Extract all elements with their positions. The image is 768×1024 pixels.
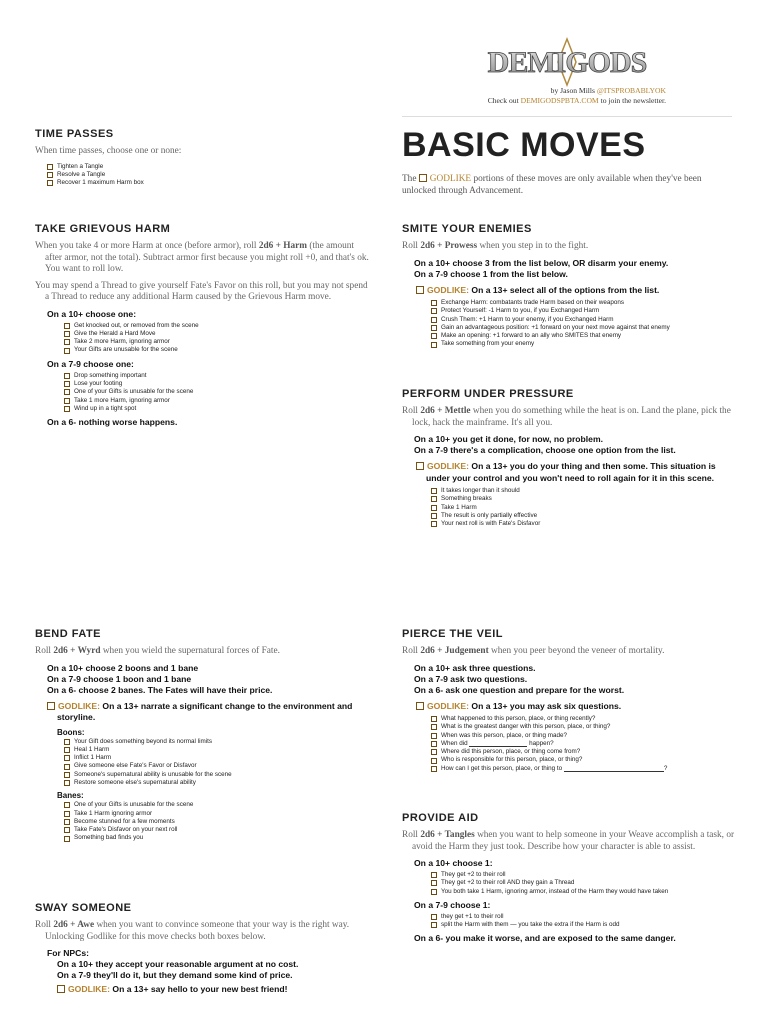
option-list bbox=[431, 487, 737, 528]
list-item[interactable]: The result is only partially effective bbox=[431, 512, 737, 520]
section-smite bbox=[402, 223, 737, 351]
checkbox[interactable] bbox=[431, 766, 437, 772]
section-perform-under-pressure bbox=[402, 388, 737, 530]
checkbox[interactable] bbox=[64, 747, 70, 753]
checkbox[interactable] bbox=[64, 811, 70, 817]
fill-in-blank[interactable] bbox=[469, 741, 527, 747]
byline: by Jason Mills @ITSPROBABLYOK bbox=[550, 86, 666, 95]
list-item[interactable]: It takes longer than it should bbox=[431, 487, 737, 495]
checkbox[interactable] bbox=[64, 373, 70, 379]
section-heading: BEND FATE bbox=[35, 628, 102, 640]
list-item[interactable]: Someone's supernatural ability is unusable for the scene bbox=[64, 771, 370, 779]
list-item[interactable]: Give the Herald a Hard Move bbox=[64, 330, 370, 338]
checkbox[interactable] bbox=[431, 880, 437, 886]
checkbox[interactable] bbox=[431, 308, 437, 314]
godlike-checkbox[interactable] bbox=[416, 702, 424, 710]
list-item[interactable]: Something bad finds you bbox=[64, 834, 370, 842]
section-grievous-harm bbox=[35, 223, 370, 430]
godlike-line: GODLIKE: On a 13+ you may ask six questions. bbox=[416, 701, 737, 713]
option-list bbox=[431, 871, 737, 896]
checkbox[interactable] bbox=[64, 339, 70, 345]
checkbox[interactable] bbox=[64, 406, 70, 412]
logo bbox=[487, 38, 647, 86]
section-heading: TAKE GRIEVOUS HARM bbox=[35, 223, 171, 235]
result-line: On a 6- choose 2 banes. The Fates will have their price. bbox=[47, 684, 273, 695]
list-item[interactable]: Drop something important bbox=[64, 372, 370, 380]
option-list bbox=[64, 322, 370, 355]
checkbox[interactable] bbox=[431, 758, 437, 764]
svg-text:DEMIGODS: DEMIGODS bbox=[487, 46, 647, 79]
question-list bbox=[431, 715, 737, 773]
section-provide-aid bbox=[402, 812, 737, 946]
list-item[interactable]: Protect Yourself: -1 Harm to you, if you Exchanged Harm bbox=[431, 307, 737, 315]
list-item[interactable]: Resolve a Tangle bbox=[47, 171, 370, 179]
checkbox[interactable] bbox=[64, 348, 70, 354]
website-link[interactable]: DEMIGODSPBTA.COM bbox=[520, 96, 599, 105]
section-heading: PERFORM UNDER PRESSURE bbox=[402, 388, 574, 400]
list-item[interactable]: Inflict 1 Harm bbox=[64, 754, 370, 762]
checkbox[interactable] bbox=[64, 780, 70, 786]
list-item[interactable]: Become stunned for a few moments bbox=[64, 818, 370, 826]
checkbox[interactable] bbox=[431, 496, 437, 502]
checkbox[interactable] bbox=[431, 300, 437, 306]
list-item[interactable]: they get +1 to their roll bbox=[431, 913, 737, 921]
checkbox[interactable] bbox=[64, 331, 70, 337]
section-heading: PIERCE THE VEIL bbox=[402, 628, 504, 640]
checkbox[interactable] bbox=[64, 739, 70, 745]
result-line: On a 10+ choose 2 boons and 1 bane bbox=[47, 662, 199, 673]
list-item[interactable]: One of your Gifts is unusable for the scene bbox=[64, 801, 370, 809]
result-line: On a 7-9 ask two questions. bbox=[414, 673, 528, 684]
list-item[interactable]: Something breaks bbox=[431, 495, 737, 503]
list-item[interactable]: Where did this person, place, or thing come from? bbox=[431, 748, 737, 756]
list-item[interactable]: Take 1 Harm ignoring armor bbox=[64, 810, 370, 818]
checkbox[interactable] bbox=[431, 724, 437, 730]
list-item[interactable]: Make an opening: +1 forward to an ally who SMITES that enemy bbox=[431, 332, 737, 340]
newsletter-note: Check out DEMIGODSPBTA.COM to join the newsletter. bbox=[487, 96, 666, 105]
result-line: On a 7-9 choose 1 boon and 1 bane bbox=[47, 673, 192, 684]
section-heading: SMITE YOUR ENEMIES bbox=[402, 223, 532, 235]
list-item[interactable]: What happened to this person, place, or thing recently? bbox=[431, 715, 737, 723]
section-pierce-the-veil bbox=[402, 628, 737, 775]
checkbox[interactable] bbox=[431, 733, 437, 739]
list-item[interactable]: Get knocked out, or removed from the scene bbox=[64, 322, 370, 330]
result-line: On a 10+ they accept your reasonable argument at no cost. bbox=[57, 959, 299, 969]
result-line: On a 10+ choose 3 from the list below, OR disarm your enemy. bbox=[414, 257, 669, 268]
result-line: On a 7-9 they'll do it, but they demand some kind of price. bbox=[57, 970, 293, 980]
section-intro: Roll 2d6 + Awe when you want to convince someone that your way is the right way. Unlocking Godlike for this move checks both boxes below. bbox=[35, 920, 350, 942]
checkbox[interactable] bbox=[64, 802, 70, 808]
checkbox[interactable] bbox=[431, 325, 437, 331]
section-time-passes bbox=[35, 128, 370, 189]
list-item[interactable]: What is the greatest danger with this person, place, or thing? bbox=[431, 723, 737, 731]
list-item[interactable]: When did happen? bbox=[431, 740, 737, 748]
checkbox[interactable] bbox=[47, 180, 53, 186]
section-bend-fate bbox=[35, 628, 370, 845]
checkbox[interactable] bbox=[431, 342, 437, 348]
list-item[interactable]: How can I get this person, place, or thing to ? bbox=[431, 765, 737, 773]
result-line: On a 10+ choose 1: bbox=[414, 858, 493, 868]
checkbox[interactable] bbox=[431, 741, 437, 747]
checkbox[interactable] bbox=[431, 922, 437, 928]
checkbox[interactable] bbox=[431, 749, 437, 755]
checkbox[interactable] bbox=[431, 716, 437, 722]
godlike-line: GODLIKE: On a 13+ you do your thing and then some. This situation is under your control and you won't need to roll again for it in this scene. bbox=[416, 461, 737, 484]
page-title: BASIC MOVES bbox=[402, 126, 646, 164]
list-item[interactable]: split the Harm with them — you take the extra if the Harm is odd bbox=[431, 921, 737, 929]
twitter-handle-link[interactable]: @ITSPROBABLYOK bbox=[596, 86, 666, 95]
list-item[interactable]: Your Gifts are unusable for the scene bbox=[64, 346, 370, 354]
list-item[interactable]: Crush Them: +1 Harm to your enemy, if you Exchanged Harm bbox=[431, 316, 737, 324]
checkbox[interactable] bbox=[64, 827, 70, 833]
checkbox[interactable] bbox=[64, 764, 70, 770]
list-item[interactable]: Give someone else Fate's Favor or Disfavor bbox=[64, 762, 370, 770]
list-item[interactable]: Exchange Harm: combatants trade Harm based on their weapons bbox=[431, 299, 737, 307]
section-intro: Roll 2d6 + Prowess when you step in to the fight. bbox=[402, 241, 589, 251]
checkbox[interactable] bbox=[431, 505, 437, 511]
checkbox[interactable] bbox=[64, 323, 70, 329]
section-intro: Roll 2d6 + Wyrd when you wield the supernatural forces of Fate. bbox=[35, 646, 280, 656]
checkbox[interactable] bbox=[64, 389, 70, 395]
option-list bbox=[64, 372, 370, 413]
option-list bbox=[431, 913, 737, 930]
result-line: On a 10+ choose one: bbox=[47, 308, 137, 319]
section-intro: Roll 2d6 + Tangles when you want to help someone in your Weave accomplish a task, or avoid the Harm they just took. Describe how your character is able to assist. bbox=[402, 830, 735, 852]
section-intro: When you take 4 or more Harm at once (before armor), roll 2d6 + Harm (the amount after armor, not the total). Subtract armor first because you might roll +0, and that's ok. You want to roll low. bbox=[35, 241, 369, 274]
list-item[interactable]: Wind up in a tight spot bbox=[64, 405, 370, 413]
list-item[interactable]: You both take 1 Harm, ignoring armor, instead of the Harm they would have taken bbox=[431, 888, 737, 896]
list-item[interactable]: Who is responsible for this person, place, or thing? bbox=[431, 756, 737, 764]
result-line: On a 10+ ask three questions. bbox=[414, 662, 536, 673]
npcs-label: For NPCs: bbox=[47, 948, 90, 958]
godlike-line: GODLIKE: On a 13+ select all of the options from the list. bbox=[416, 285, 737, 297]
result-line: On a 10+ you get it done, for now, no problem. bbox=[414, 434, 603, 444]
list-item[interactable]: Take Fate's Disfavor on your next roll bbox=[64, 826, 370, 834]
result-line: On a 7-9 choose 1 from the list below. bbox=[414, 268, 568, 279]
option-list bbox=[64, 738, 370, 788]
list-item[interactable]: They get +2 to their roll bbox=[431, 871, 737, 879]
list-item[interactable]: Gain an advantageous position: +1 forward on your next move against that enemy bbox=[431, 324, 737, 332]
section-intro: Roll 2d6 + Judgement when you peer beyond the veneer of mortality. bbox=[402, 646, 665, 656]
checkbox[interactable] bbox=[47, 164, 53, 170]
section-heading: TIME PASSES bbox=[35, 128, 114, 140]
option-list bbox=[47, 163, 370, 188]
header-divider bbox=[402, 116, 732, 117]
checkbox[interactable] bbox=[431, 521, 437, 527]
godlike-checkbox[interactable] bbox=[57, 985, 65, 993]
checkbox[interactable] bbox=[431, 488, 437, 494]
godlike-note: The GODLIKE portions of these moves are only available when they've been unlocked through Advancement. bbox=[402, 174, 702, 196]
section-heading: PROVIDE AID bbox=[402, 812, 479, 824]
checkbox[interactable] bbox=[431, 872, 437, 878]
checkbox[interactable] bbox=[431, 889, 437, 895]
result-line: On a 6- ask one question and prepare for the worst. bbox=[414, 684, 625, 695]
godlike-checkbox[interactable] bbox=[47, 702, 55, 710]
section-heading: SWAY SOMEONE bbox=[35, 902, 132, 914]
checkbox[interactable] bbox=[431, 317, 437, 323]
godlike-checkbox[interactable] bbox=[416, 462, 424, 470]
list-item[interactable]: Take 1 more Harm, ignoring armor bbox=[64, 397, 370, 405]
list-item[interactable]: Take 1 Harm bbox=[431, 504, 737, 512]
result-line: On a 7-9 choose one: bbox=[47, 358, 134, 369]
list-item[interactable]: Your Gift does something beyond its normal limits bbox=[64, 738, 370, 746]
godlike-checkbox-icon bbox=[419, 174, 427, 182]
list-item[interactable]: One of your Gifts is unusable for the scene bbox=[64, 388, 370, 396]
checkbox[interactable] bbox=[431, 914, 437, 920]
result-line: On a 7-9 there's a complication, choose one option from the list. bbox=[414, 445, 676, 455]
list-item[interactable]: Tighten a Tangle bbox=[47, 163, 370, 171]
result-line: On a 6- you make it worse, and are exposed to the same danger. bbox=[414, 933, 676, 944]
section-intro: Roll 2d6 + Mettle when you do something while the heat is on. Land the plane, pick the lock, hack the mainframe. It's all you. bbox=[402, 406, 731, 428]
list-item[interactable]: Heal 1 Harm bbox=[64, 746, 370, 754]
list-item[interactable]: Restore someone else's supernatural ability bbox=[64, 779, 370, 787]
banes-label: Banes: bbox=[57, 791, 84, 801]
section-intro-2: You may spend a Thread to give yourself Fate's Favor on this roll, but you may not spend a Thread to reduce any additional Harm caused by the Grievous Harm move. bbox=[35, 280, 368, 302]
checkbox[interactable] bbox=[64, 398, 70, 404]
logo-graphic bbox=[487, 38, 647, 86]
list-item[interactable]: Take something from your enemy bbox=[431, 340, 737, 348]
option-list bbox=[431, 299, 737, 349]
checkbox[interactable] bbox=[64, 836, 70, 842]
section-intro: When time passes, choose one or none: bbox=[35, 146, 182, 156]
list-item[interactable]: Recover 1 maximum Harm box bbox=[47, 179, 370, 187]
checkbox[interactable] bbox=[431, 333, 437, 339]
fill-in-blank[interactable] bbox=[564, 766, 664, 772]
checkbox[interactable] bbox=[64, 755, 70, 761]
result-line: On a 7-9 choose 1: bbox=[414, 899, 491, 910]
option-list bbox=[64, 801, 370, 842]
checkbox[interactable] bbox=[64, 819, 70, 825]
checkbox[interactable] bbox=[64, 381, 70, 387]
godlike-line: GODLIKE: On a 13+ narrate a significant change to the environment and storyline. bbox=[47, 701, 370, 724]
godlike-line: GODLIKE: On a 13+ say hello to your new best friend! bbox=[57, 984, 370, 996]
list-item[interactable]: Take 2 more Harm, ignoring armor bbox=[64, 338, 370, 346]
result-line: On a 6- nothing worse happens. bbox=[47, 417, 178, 428]
section-sway-someone bbox=[35, 902, 370, 999]
list-item[interactable]: Lose your footing bbox=[64, 380, 370, 388]
checkbox[interactable] bbox=[64, 772, 70, 778]
checkbox[interactable] bbox=[431, 513, 437, 519]
list-item[interactable]: Your next roll is with Fate's Disfavor bbox=[431, 520, 737, 528]
godlike-checkbox[interactable] bbox=[416, 286, 424, 294]
list-item[interactable]: They get +2 to their roll AND they gain a Thread bbox=[431, 879, 737, 887]
boons-label: Boons: bbox=[57, 727, 85, 737]
list-item[interactable]: When was this person, place, or thing made? bbox=[431, 732, 737, 740]
checkbox[interactable] bbox=[47, 172, 53, 178]
